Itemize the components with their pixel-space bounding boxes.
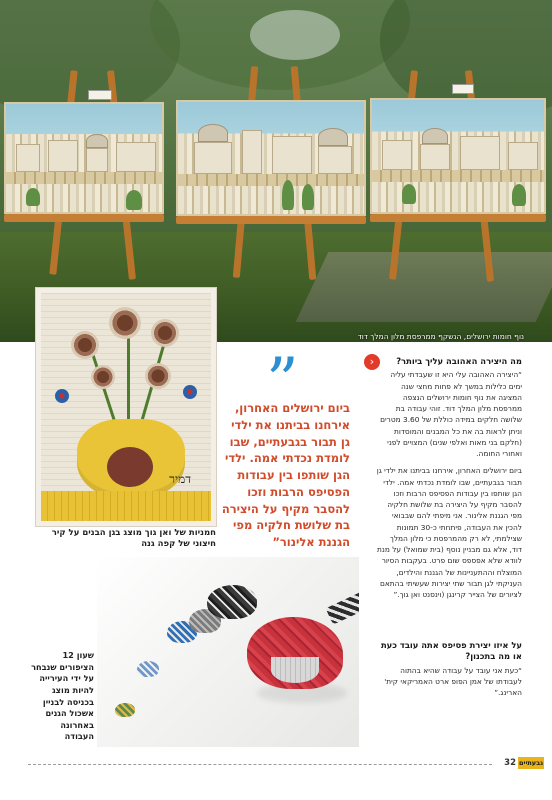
dome [198,124,228,142]
easel-bar [4,214,164,222]
building [116,142,156,172]
dome [318,128,348,146]
tree [512,184,526,206]
question-heading: על איזו יצירת פסיפס אתה עובד כעת או מה בתכנון? [380,640,522,662]
bird-belly [271,657,319,683]
building [194,142,232,174]
city-wall [372,170,544,182]
article-column [376,356,522,606]
vase-pattern [107,447,153,487]
building [86,148,108,172]
mosaic-birds-photo [97,557,359,747]
building [318,146,352,174]
mosaic-bird [115,703,135,717]
building [420,144,450,170]
dome [86,134,108,148]
building [16,144,40,172]
building [508,142,538,170]
chevron-left-icon[interactable]: ‹ [364,354,380,370]
easel-bar [176,216,366,224]
easel-sign [452,84,474,94]
article-paragraph: “כעת אני עובד על עבודה שהיא בהתוה לעבודתו של אמן הפופ ארט האמריקאי קית' הארינג.” [384,665,522,698]
building [48,140,78,172]
sunflower-mosaic-photo [36,288,216,526]
jerusalem-mosaic-panel-center [176,100,366,216]
tree [282,180,294,210]
sunflower-head [151,319,179,347]
city-wall [6,172,162,184]
jerusalem-mosaic-panel-left [4,102,164,214]
tree [402,184,416,204]
bird-tail [326,587,359,624]
easel-bar [370,214,546,222]
tree [26,188,40,206]
quote-mark-icon: ” [266,345,299,419]
sky-patch [250,10,340,60]
building [242,130,262,174]
building [460,136,500,170]
magazine-logo: גבעתיים [519,759,543,767]
building [272,136,312,174]
sunflower-head [109,307,141,339]
artist-signature: דמיר [169,472,191,486]
mosaic-bird-large [247,617,343,689]
blue-flower [183,385,197,399]
city-wall [178,174,364,186]
article-paragraph: ביום ירושלים האחרון, אירחנו בביתנו את ילדי גן תבור בגבעתיים, שבו לומדת נכדתי אמה. ילדי הגן שותפו בין עבודות הפסיפס הרבות וזכו להסבר מקיף על היצירה בת שלושת חלקיה מפי הגננת אלינור. אני מיפתי להם שבבואי להכין את העבודה, פיתחתי כ-30 תמונות שצילמתי, לא רק מהמרפסת כי מלון המלך דוד, אלא גם מבניין נוסף (בית שמואל) על מנת לוודא שלא אפספס שום פרט. בעקבות הסיור המוצלח וההתעניינות של הגננת והילדים, העניקתי לגן תבור שתי יצירות שעשיתי בהתאם לציורים של הצייר קרינגן (וינסנט ואן גוך.” [376,466,522,600]
blue-flower [55,389,69,403]
article-column-bottom [376,640,522,704]
hero-caption: נוף חומות ירושלים, הנשקף ממרפסת מלון המלך דוד [357,332,524,341]
article-paragraph: “היצירה האהובה עלי היא זו שעבדתי עליה ימים כלילות במשך לא פחות מחצי שנה המציגה את נוף חומות ירושלים הנצפה ממרפסת מלון המלך דוד. זוהי עבודה בת שלושה חלקים במידה כוללת של 3.60 מטרים וניתן לראות בה את כל המבנים והמוסדות (חלקם בני מאות ואלפי שנים) המצויים לפני ואחורי החומה. [380,370,522,459]
stone-path [296,252,552,322]
sunflower-caption: חמניות של ואן גוך מוצג בגן הבנים על קיר חיצוני של קפה גנה [51,528,216,550]
mosaic-bird [137,661,159,677]
dome [422,128,448,144]
mosaic-bird [207,585,257,619]
building [382,140,412,170]
tree [302,184,314,210]
tree [126,190,142,210]
page-number: 32 [504,758,516,768]
sunflower-head [71,331,99,359]
mosaic-vase [77,419,185,499]
sunflower-head [145,363,171,389]
easel-sign [88,90,112,100]
pull-quote: ביום ירושלים האחרון, אירחנו בביתנו את ילדי גן תבור בגבעתיים, שבו לומדת נכדתי אמה. ילדי הגן שותפו בין עבודות הפסיפס הרבות וזכו להסבר מקיף על היצירה בת שלושת חלקיה מפי הגננת אלינור” [221,401,350,550]
question-heading: מה היצירה האהובה עליך ביותר? [396,356,522,366]
birds-caption: שעון 12 הציפורים שנבחר על ידי העירייה להיות מוצג בכניסה לבניין אשכול הגנים באחרונה העבודה [31,650,94,742]
mosaic-table [41,491,211,521]
footer-divider [28,764,492,765]
sunflower-head [91,365,115,389]
jerusalem-mosaic-panel-right [370,98,546,214]
